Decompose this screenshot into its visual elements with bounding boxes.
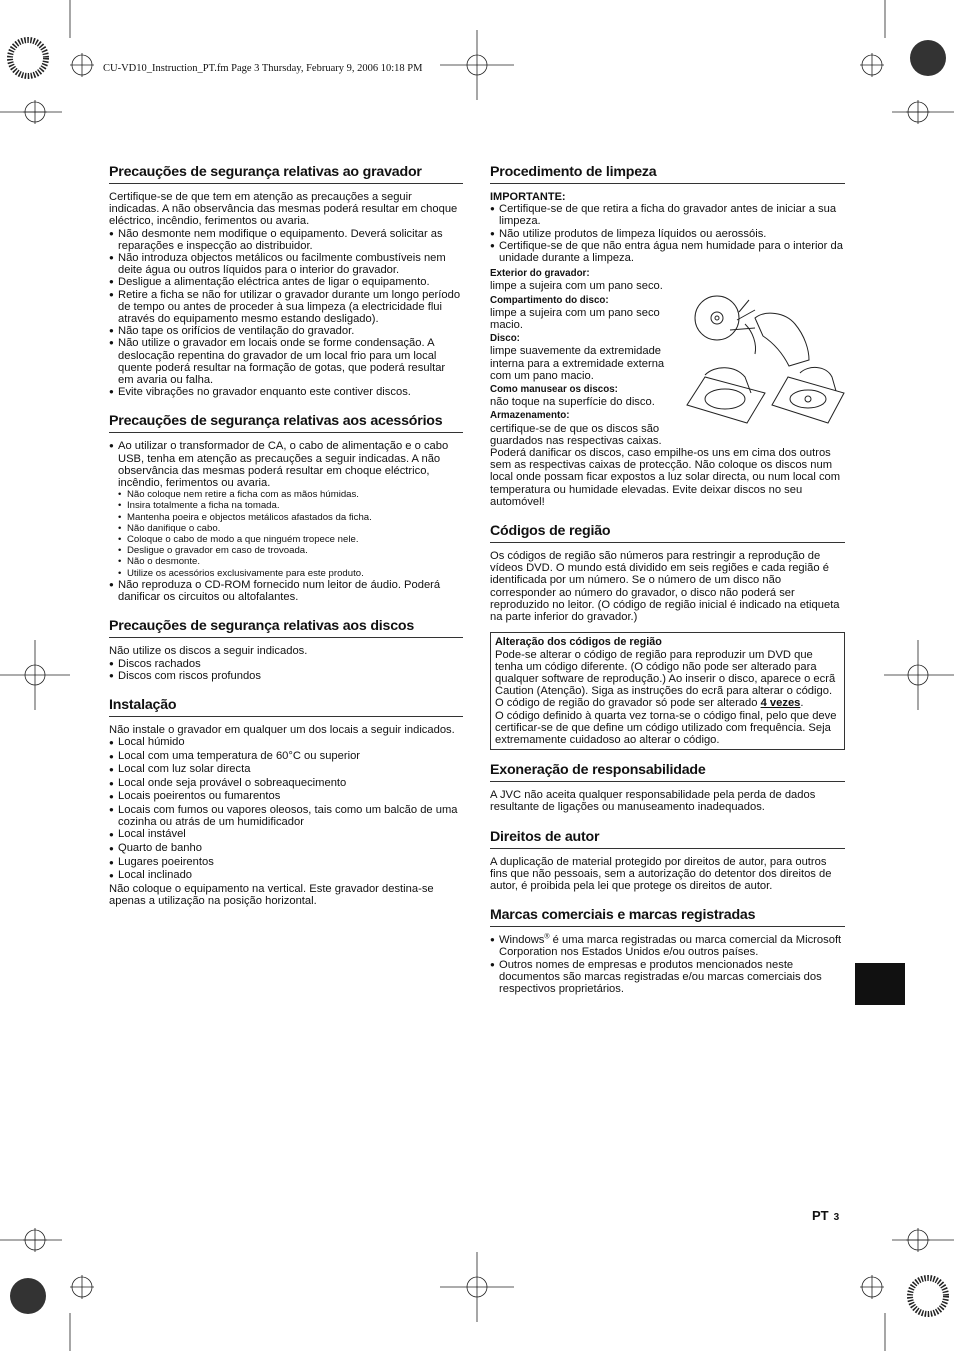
limit-count: 4 vezes bbox=[760, 697, 801, 710]
box-text: Pode-se alterar o código de região para reproduzir um DVD que tenha um código diferente. (O código não pode ser alterado para qualquer software de reprodução.) Ao inserir o disco, aparece o ecrã Caution (Atenção). Siga as instruções do ecrã para alterar o código. bbox=[495, 648, 836, 698]
list-item: ● Certifique-se de que retira a ficha do gravador antes de iniciar a sua limpeza. bbox=[490, 203, 845, 227]
exterior-label: Exterior do gravador: bbox=[490, 268, 590, 280]
section-region-codes bbox=[490, 523, 845, 750]
intro-text: Certifique-se de que tem em atenção as precauções a seguir indicadas. A não observância das mesmas poderá resultar em choque eléctrico, incêndio, ferimentos ou avaria. bbox=[109, 191, 458, 228]
important-label: IMPORTANTE: bbox=[490, 191, 566, 203]
storage-label: Armazenamento: bbox=[490, 410, 570, 422]
section-title: Instalação bbox=[109, 697, 463, 717]
section-disc-safety bbox=[109, 618, 463, 682]
file-header: CU-VD10_Instruction_PT.fm Page 3 Thursday, February 9, 2006 10:18 PM bbox=[103, 63, 423, 74]
intro-text: Não utilize os discos a seguir indicados. bbox=[109, 645, 308, 658]
handling-label: Como manusear os discos: bbox=[490, 384, 618, 396]
sub-item: • Coloque o cabo de modo a que ninguém tropece nele. bbox=[118, 534, 463, 545]
registered-symbol: ® bbox=[544, 933, 550, 941]
sub-item: • Utilize os acessórios exclusivamente para este produto. bbox=[118, 568, 463, 579]
list-item: ● Local inclinado bbox=[109, 869, 463, 883]
section-accessory-safety bbox=[109, 413, 463, 603]
bullet-list bbox=[490, 203, 845, 264]
list-item: ● Local instável bbox=[109, 828, 463, 842]
list-item: ● Quarto de banho bbox=[109, 842, 463, 856]
section-title: Precauções de segurança relativas ao gravador bbox=[109, 164, 463, 184]
list-item: ● Não utilize produtos de limpeza líquidos ou aerossóis. bbox=[490, 228, 845, 240]
sub-item: • Desligue o gravador em caso de trovoada. bbox=[118, 545, 463, 556]
bullet-list bbox=[109, 658, 463, 682]
section-title: Códigos de região bbox=[490, 523, 845, 543]
list-item: ● Ao utilizar o transformador de CA, o cabo de alimentação e o cabo USB, tenha em atenção as precauções a seguir indicadas. A não observância das mesmas poderá resultar em choque eléctrico, incêndio, ferimentos ou avaria. bbox=[109, 440, 463, 489]
disc-storage-illustration bbox=[772, 367, 844, 423]
compartment-text: limpe a sujeira com um pano seco macio. bbox=[490, 306, 660, 332]
section-copyright bbox=[490, 829, 845, 893]
list-item: ● Local com uma temperatura de 60°C ou superior bbox=[109, 750, 463, 764]
cleaning-illustrations bbox=[685, 290, 845, 435]
list-item: ● Discos com riscos profundos bbox=[109, 670, 463, 682]
cleaning-details bbox=[490, 268, 680, 447]
section-disclaimer bbox=[490, 762, 845, 813]
list-item: ● Lugares poeirentos bbox=[109, 856, 463, 870]
list-item: ● Locais poeirentos ou fumarentos bbox=[109, 790, 463, 804]
list-item bbox=[490, 934, 845, 958]
list-item: ● Locais com fumos ou vapores oleosos, tais como um balcão de uma cozinha ou atrás de um humidificador bbox=[109, 804, 463, 828]
list-item: ● Não utilize o gravador em locais onde se forme condensação. A deslocação repentina do gravador de um local frio para um local quente poderá resultar na formação de gotas, que poderá resultar em avaria ou falha. bbox=[109, 337, 463, 386]
list-item: ● Não introduza objectos metálicos ou facilmente combustíveis nem deite água ou outros líquidos para o interior do gravador. bbox=[109, 252, 463, 276]
section-title: Procedimento de limpeza bbox=[490, 164, 845, 184]
page-num: 3 bbox=[833, 1212, 840, 1223]
list-item: ● Retire a ficha se não for utilizar o gravador durante um longo período de tempo ou antes de proceder à sua limpeza (a electricidade flui através do equipamento mesmo estando desligado). bbox=[109, 289, 463, 326]
section-title: Marcas comerciais e marcas registradas bbox=[490, 907, 845, 927]
list-item: ● Certifique-se de que não entra água nem humidade para o interior da unidade durante a limpeza. bbox=[490, 240, 845, 264]
box-text-final: O código definido à quarta vez torna-se o código final, pelo que deve certificar-se de que define um código utilizado com frequência. Seja extremamente cuidadoso ao alterar o código. bbox=[495, 709, 837, 746]
section-title: Direitos de autor bbox=[490, 829, 845, 849]
list-item: ● Local com luz solar directa bbox=[109, 763, 463, 777]
limit-end: . bbox=[800, 697, 804, 710]
bullet-list bbox=[109, 440, 463, 489]
disc-label: Disco: bbox=[490, 333, 520, 345]
list-item: ● Outros nomes de empresas e produtos mencionados neste documentos são marcas registradas e/ou marcas comerciais dos respectivos proprietários. bbox=[490, 959, 845, 996]
bullet-list bbox=[109, 579, 463, 603]
intro-text: Não instale o gravador em qualquer um dos locais a seguir indicados. bbox=[109, 723, 455, 736]
language-tab-marker bbox=[855, 963, 905, 1005]
exterior-text: limpe a sujeira com um pano seco. bbox=[490, 280, 663, 293]
box-title: Alteração dos códigos de região bbox=[495, 636, 662, 649]
section-title: Precauções de segurança relativas aos discos bbox=[109, 618, 463, 638]
region-text: Os códigos de região são números para restringir a reprodução de vídeos DVD. O mundo está dividido em seis regiões e cada região é identificada por um número. Se o número de um disco não corresponder ao número do gravador, o disco não poderá ser reproduzido no leitor. (O código de região inicial é indicado na etiqueta na parte inferior do gravador.) bbox=[490, 550, 840, 624]
section-title: Precauções de segurança relativas aos acessórios bbox=[109, 413, 463, 433]
list-item: ● Não reproduza o CD-ROM fornecido num leitor de áudio. Poderá danificar os circuitos ou altofalantes. bbox=[109, 579, 463, 603]
storage-text: certifique-se de que os discos são guardados nas respectivas caixas. bbox=[490, 422, 662, 447]
right-column bbox=[490, 164, 845, 995]
left-column bbox=[109, 164, 463, 907]
disc-text: limpe suavemente da extremidade interna para a extremidade externa com um pano macio. bbox=[490, 345, 665, 382]
section-recorder-safety bbox=[109, 164, 463, 398]
list-item: ● Não desmonte nem modifique o equipamento. Deverá solicitar as reparações e inspecção ao distribuidor. bbox=[109, 228, 463, 252]
region-change-box bbox=[490, 632, 845, 750]
bullet-list bbox=[109, 736, 463, 883]
sub-item: • Mantenha poeira e objectos metálicos afastados da ficha. bbox=[118, 512, 463, 523]
compartment-label: Compartimento do disco: bbox=[490, 294, 609, 306]
sub-item: • Não coloque nem retire a ficha com as mãos húmidas. bbox=[118, 489, 463, 500]
trademark-name: Windows bbox=[499, 934, 545, 947]
bullet-list bbox=[109, 228, 463, 399]
disc-wipe-illustration bbox=[695, 296, 809, 366]
section-trademarks bbox=[490, 907, 845, 995]
trademark-text: é uma marca registradas ou marca comercial da Microsoft Corporation nos Estados Unidos e/ou outros países. bbox=[499, 934, 842, 959]
section-installation bbox=[109, 697, 463, 907]
handling-text: não toque na superfície do disco. bbox=[490, 396, 655, 409]
sub-item: • Não o desmonte. bbox=[118, 556, 463, 567]
disclaimer-text: A JVC não aceita qualquer responsabilidade pela perda de dados resultante de ligações ou manuseamento inadequados. bbox=[490, 789, 816, 814]
list-item: ● Não tape os orifícios de ventilação do gravador. bbox=[109, 325, 463, 337]
list-item: ● Local húmido bbox=[109, 736, 463, 750]
bullet-list bbox=[490, 934, 845, 995]
storage-warning: Poderá danificar os discos, caso empilhe-os uns em cima dos outros sem as respectivas caixas de protecção. Não coloque os discos num local onde possam ficar expostos a luz solar directa, ou num local com temperatura ou humidade elevadas. Evite deixar discos no seu automóvel! bbox=[490, 447, 841, 508]
list-item: ● Discos rachados bbox=[109, 658, 463, 670]
page-number bbox=[812, 1210, 839, 1224]
list-item: ● Desligue a alimentação eléctrica antes de ligar o equipamento. bbox=[109, 276, 463, 288]
sub-list bbox=[109, 489, 463, 579]
limit-text: O código de região do gravador só pode ser alterado bbox=[495, 697, 761, 710]
sub-item: • Insira totalmente a ficha na tomada. bbox=[118, 500, 463, 511]
sub-item: • Não danifique o cabo. bbox=[118, 523, 463, 534]
disc-handling-illustration bbox=[687, 368, 765, 423]
page-lang: PT bbox=[812, 1208, 829, 1223]
copyright-text: A duplicação de material protegido por direitos de autor, para outros fins que não pessoais, sem a autorização do detentor dos direitos de autor, é proibida pela lei que protege os direitos de autor. bbox=[490, 855, 832, 892]
list-item: ● Evite vibrações no gravador enquanto este contiver discos. bbox=[109, 386, 463, 398]
outro-text: Não coloque o equipamento na vertical. Este gravador destina-se apenas a utilização na posição horizontal. bbox=[109, 882, 434, 908]
box-text-limit bbox=[495, 697, 840, 709]
section-title: Exoneração de responsabilidade bbox=[490, 762, 845, 782]
list-item: ● Local onde seja provável o sobreaquecimento bbox=[109, 777, 463, 791]
